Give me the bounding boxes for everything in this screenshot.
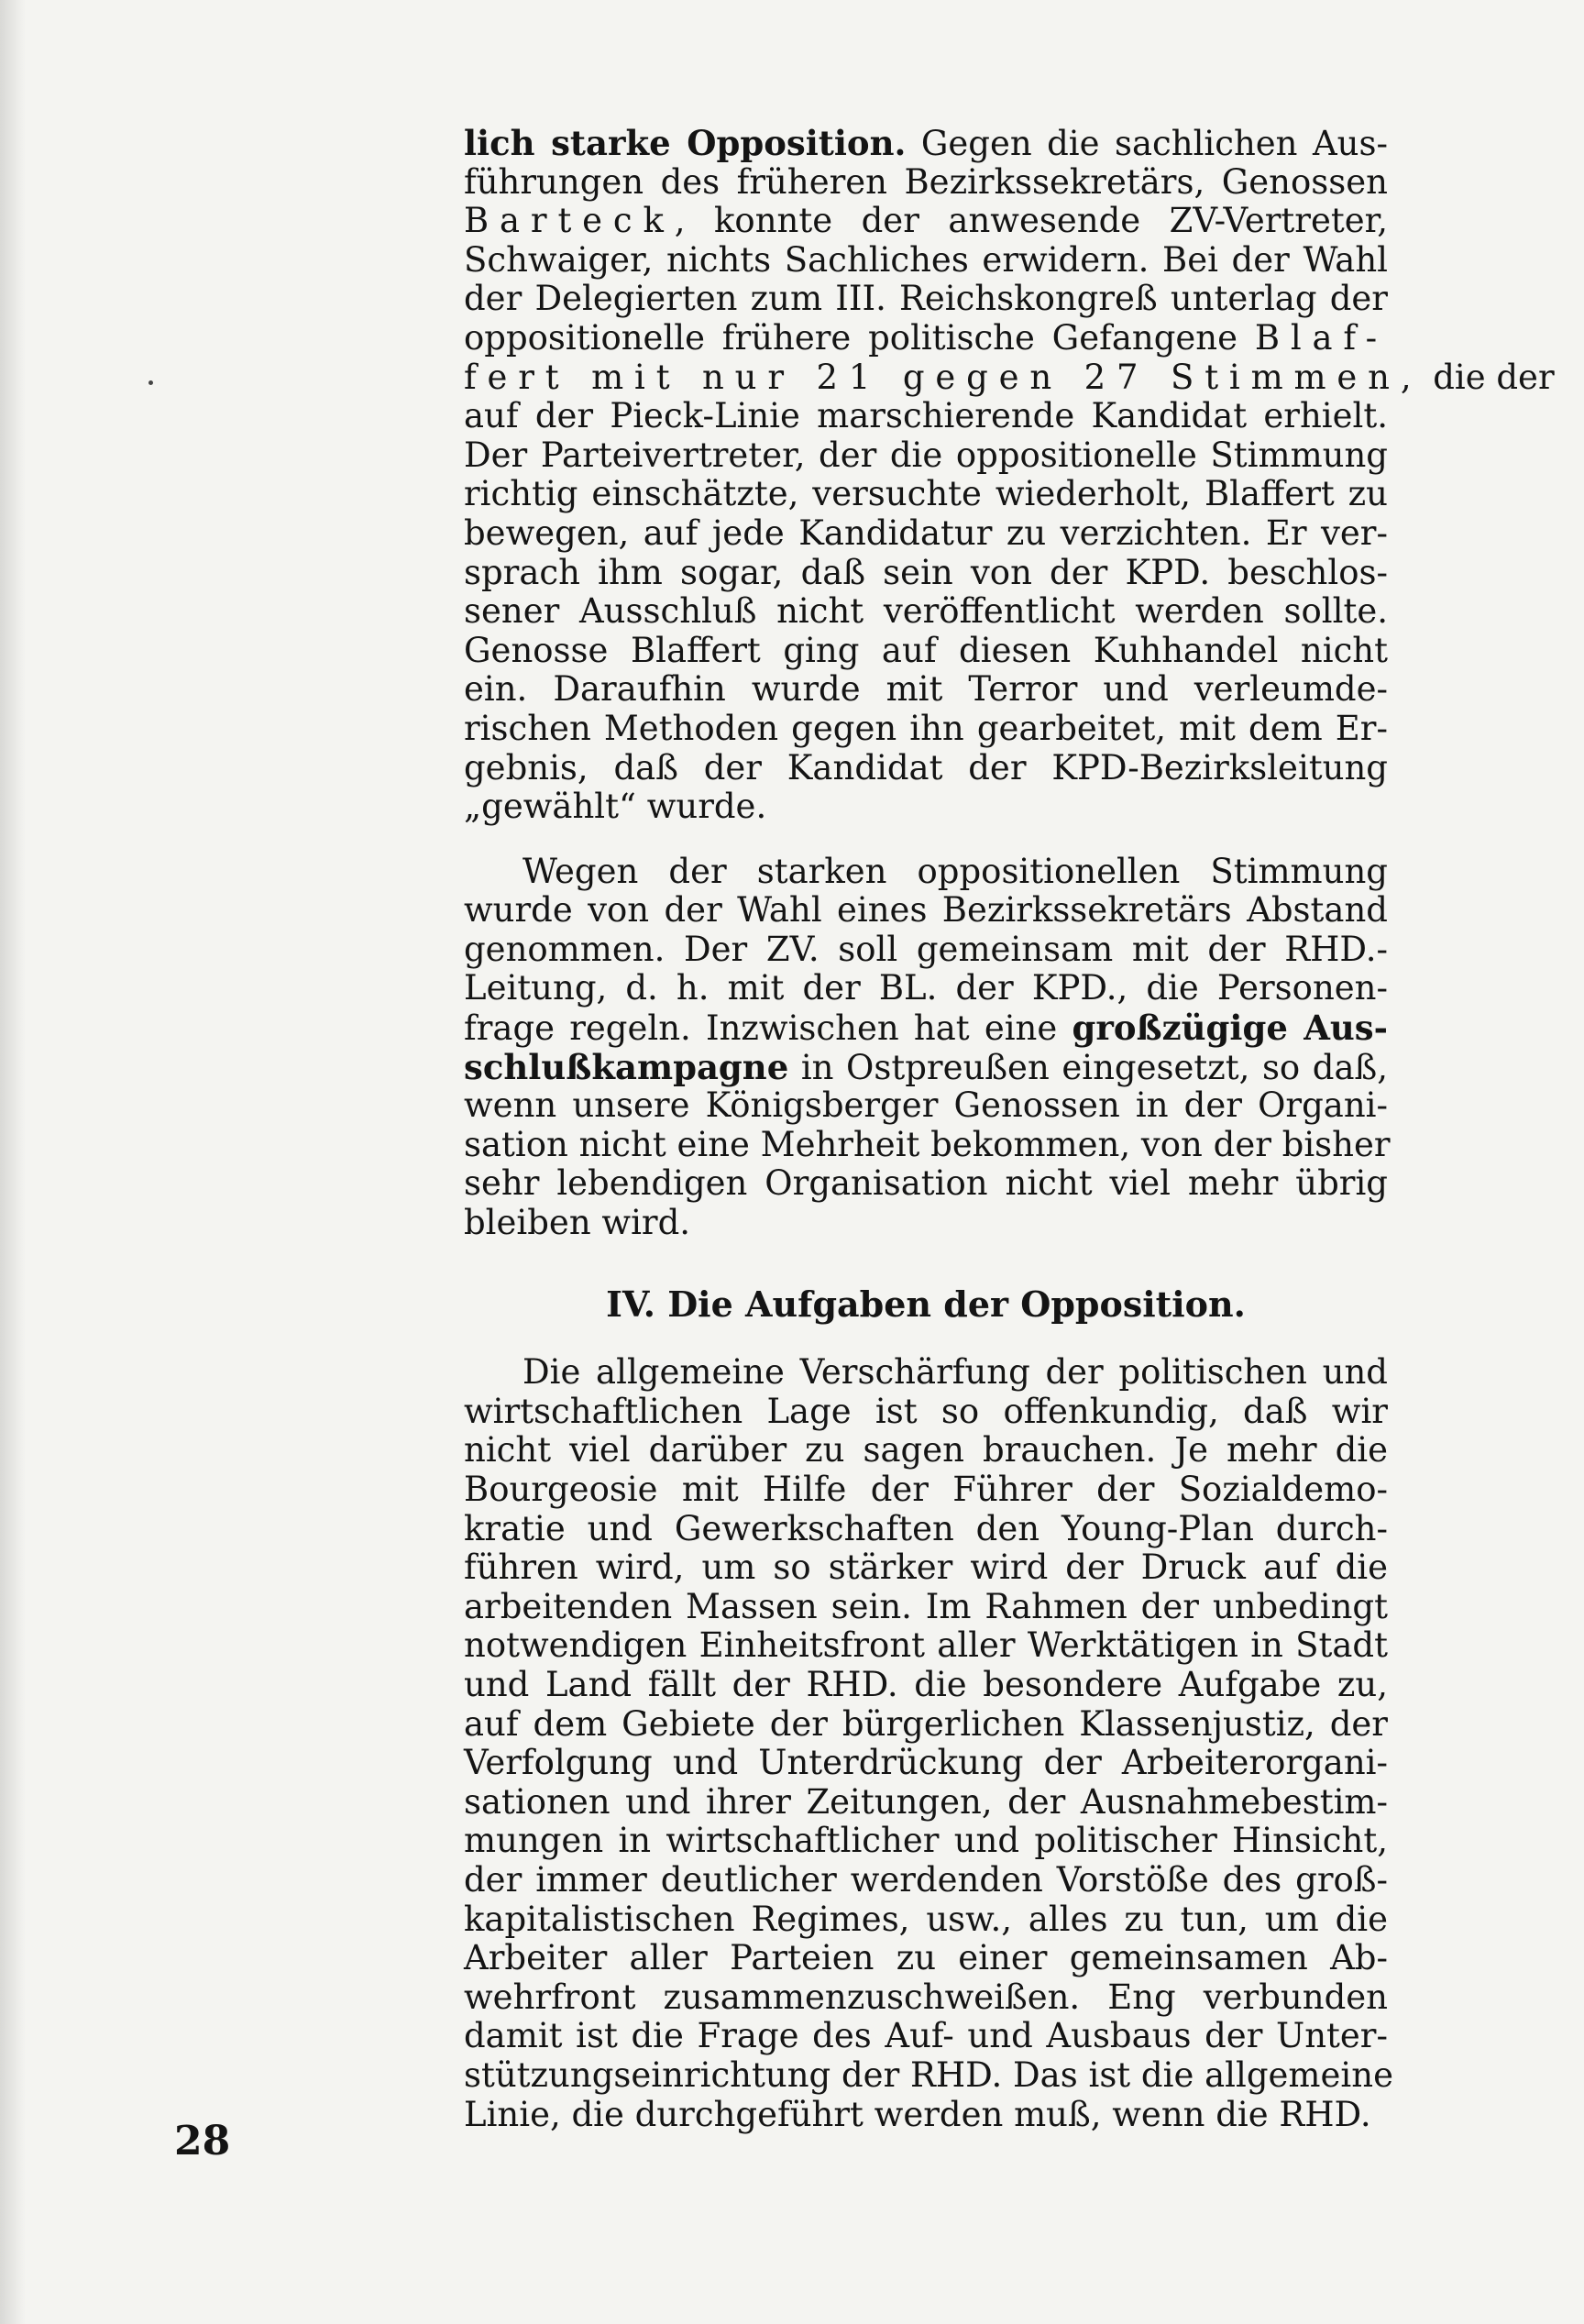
text-run: wirtschaftlichen Lage ist so offenkundig, daß wir	[464, 1391, 1388, 1431]
text-run: wehrfront zusammenzuschweißen. Eng verbunden	[464, 1977, 1388, 2017]
text-line	[464, 241, 1388, 281]
text-run: auf dem Gebiete der bürgerlichen Klassenjustiz, der	[464, 1703, 1388, 1744]
text-line	[464, 1510, 1388, 1549]
text-line	[464, 202, 1388, 241]
text-run: auf der Pieck-Linie marschierende Kandidat erhielt.	[464, 396, 1388, 436]
text-line	[464, 397, 1388, 436]
text-run: nicht viel darüber zu sagen brauchen. Je mehr die	[464, 1430, 1388, 1470]
text-run: sener Ausschluß nicht veröffentlicht werden sollte.	[464, 591, 1388, 632]
text-run: sationen und ihrer Zeitungen, der Ausnahmebestim-	[464, 1781, 1388, 1822]
text-run: Gegen die sachlichen Aus-	[906, 124, 1388, 163]
text-run: , konnte der anwesende ZV-Vertreter,	[674, 201, 1388, 241]
text-run: schlußkampagne	[464, 1046, 789, 1087]
text-run: ein. Daraufhin wurde mit Terror und verleumde-	[464, 669, 1388, 710]
text-line	[464, 1431, 1388, 1470]
text-line	[464, 1048, 1388, 1087]
text-run: kapitalistischen Regimes, usw., alles zu tun, um die	[464, 1899, 1388, 1939]
text-line	[464, 2054, 1393, 2096]
text-run: sprach ihm sogar, daß sein von der KPD. beschlos-	[464, 552, 1388, 592]
text-run: Wegen der starken oppositionellen Stimmung	[522, 851, 1388, 891]
paragraph-gap	[464, 827, 1388, 853]
text-run: notwendigen Einheitsfront aller Werktätigen in Stadt	[464, 1625, 1388, 1666]
text-run: Die allgemeine Verschärfung der politischen und	[522, 1352, 1388, 1393]
text-run: fert mit nur 21 gegen 27 Stimmen,	[464, 357, 1423, 397]
text-run: wurde von der Wahl eines Bezirkssekretärs Abstand	[464, 890, 1388, 931]
text-line	[464, 788, 1388, 827]
text-line	[464, 1783, 1388, 1823]
text-run: sehr lebendigen Organisation nicht viel mehr übrig	[464, 1163, 1388, 1204]
text-run: frage regeln. Inzwischen hat eine	[464, 1008, 1072, 1049]
text-line	[464, 1353, 1388, 1393]
text-run: oppositionelle frühere politische Gefangene	[464, 317, 1255, 358]
text-line	[464, 280, 1388, 319]
page-edge-shadow	[0, 0, 26, 2324]
text-run: gebnis, daß der Kandidat der KPD-Bezirksleitung	[464, 747, 1388, 788]
text-run: Verfolgung und Unterdrückung der Arbeiterorgani-	[464, 1743, 1388, 1783]
text-run: Arbeiter aller Parteien zu einer gemeinsamen Ab-	[464, 1938, 1388, 1978]
text-run: der Delegierten zum III. Reichskongreß unterlag der	[464, 279, 1388, 319]
text-line	[464, 1900, 1388, 1940]
text-line	[464, 592, 1388, 632]
text-run: „gewählt“ wurde.	[464, 787, 767, 827]
text-line	[464, 475, 1388, 514]
text-line	[464, 931, 1388, 970]
page-number: 28	[174, 2118, 231, 2164]
text-run: Bourgeosie mit Hilfe der Führer der Sozialdemo-	[464, 1470, 1388, 1509]
text-run: in Ostpreußen eingesetzt, so daß,	[788, 1047, 1388, 1087]
text-run: wenn unsere Königsberger Genossen in der Organi-	[464, 1085, 1388, 1126]
text-run: Barteck	[464, 201, 675, 241]
text-run: Der Parteivertreter, der die oppositionelle Stimmung	[464, 435, 1388, 475]
text-line	[464, 2017, 1388, 2056]
text-line	[464, 749, 1388, 788]
text-run: stützungseinrichtung der RHD. Das ist die allgemeine	[464, 2054, 1393, 2095]
text-line	[464, 357, 1555, 398]
text-line	[464, 1822, 1388, 1861]
text-run: bleiben wird.	[464, 1203, 691, 1243]
text-line	[464, 514, 1388, 554]
text-run: der immer deutlicher werdenden Vorstöße des groß-	[464, 1859, 1388, 1900]
text-run: Blaf-	[1254, 317, 1388, 358]
text-line	[464, 1470, 1388, 1510]
text-line	[464, 1086, 1388, 1126]
text-run: genommen. Der ZV. soll gemeinsam mit der RHD.-	[464, 929, 1388, 969]
text-line	[464, 891, 1388, 931]
text-line	[464, 1626, 1388, 1666]
text-line	[464, 1588, 1388, 1627]
text-line	[464, 670, 1388, 710]
text-line	[464, 1548, 1388, 1588]
text-line	[464, 1124, 1391, 1165]
print-speck	[148, 380, 153, 385]
text-column	[464, 123, 1555, 2134]
text-run: richtig einschätzte, versuchte wiederholt, Blaffert zu	[464, 474, 1388, 514]
paragraph-2	[464, 851, 1391, 1243]
text-run: führungen des früheren Bezirkssekretärs, Genossen	[464, 161, 1388, 202]
text-line	[464, 1204, 1388, 1243]
text-run: und Land fällt der RHD. die besondere Aufgabe zu,	[464, 1664, 1388, 1704]
text-line	[464, 853, 1388, 892]
text-run: bewegen, auf jede Kandidatur zu verzichten. Er ver-	[464, 512, 1388, 553]
text-line	[464, 632, 1388, 671]
text-run: mungen in wirtschaftlicher und politischer Hinsicht,	[464, 1821, 1388, 1861]
text-line	[464, 969, 1388, 1008]
text-run: arbeitenden Massen sein. Im Rahmen der unbedingt	[464, 1586, 1388, 1626]
text-line	[464, 1008, 1388, 1048]
text-run: Linie, die durchgeführt werden muß, wenn die RHD.	[464, 2094, 1371, 2134]
text-line	[464, 1393, 1388, 1432]
text-line	[464, 163, 1388, 203]
text-line	[464, 1861, 1388, 1900]
text-run: damit ist die Frage des Auf- und Ausbaus der Unter-	[464, 2016, 1388, 2056]
text-line	[464, 436, 1388, 476]
text-run: Schwaiger, nichts Sachliches erwidern. Bei der Wahl	[464, 239, 1388, 280]
text-run: die der	[1422, 357, 1555, 397]
text-line	[464, 554, 1388, 593]
text-run: großzügige Aus-	[1072, 1008, 1388, 1049]
text-run: kratie und Gewerkschaften den Young-Plan durch-	[464, 1508, 1388, 1548]
section-heading: IV. Die Aufgaben der Opposition.	[606, 1283, 1246, 1325]
text-line	[464, 1978, 1388, 2018]
text-line	[464, 710, 1388, 749]
text-run: Leitung, d. h. mit der BL. der KPD., die Personen-	[464, 968, 1388, 1008]
text-line	[464, 1666, 1388, 1705]
text-line	[464, 1744, 1388, 1783]
paragraph-3	[464, 1352, 1393, 2134]
text-line	[464, 2096, 1388, 2135]
paragraph-1	[464, 123, 1555, 827]
text-line	[464, 319, 1388, 358]
text-run: lich starke Opposition.	[464, 123, 907, 163]
text-run: rischen Methoden gegen ihn gearbeitet, mit dem Er-	[464, 708, 1388, 748]
text-run: führen wird, um so stärker wird der Druck auf die	[464, 1547, 1388, 1588]
text-line	[464, 1164, 1388, 1204]
text-line	[464, 1705, 1388, 1745]
text-line	[464, 124, 1388, 163]
text-run: Genosse Blaffert ging auf diesen Kuhhandel nicht	[464, 630, 1388, 670]
text-run: sation nicht eine Mehrheit bekommen, von der bisher	[464, 1124, 1391, 1164]
text-line	[464, 1939, 1388, 1978]
